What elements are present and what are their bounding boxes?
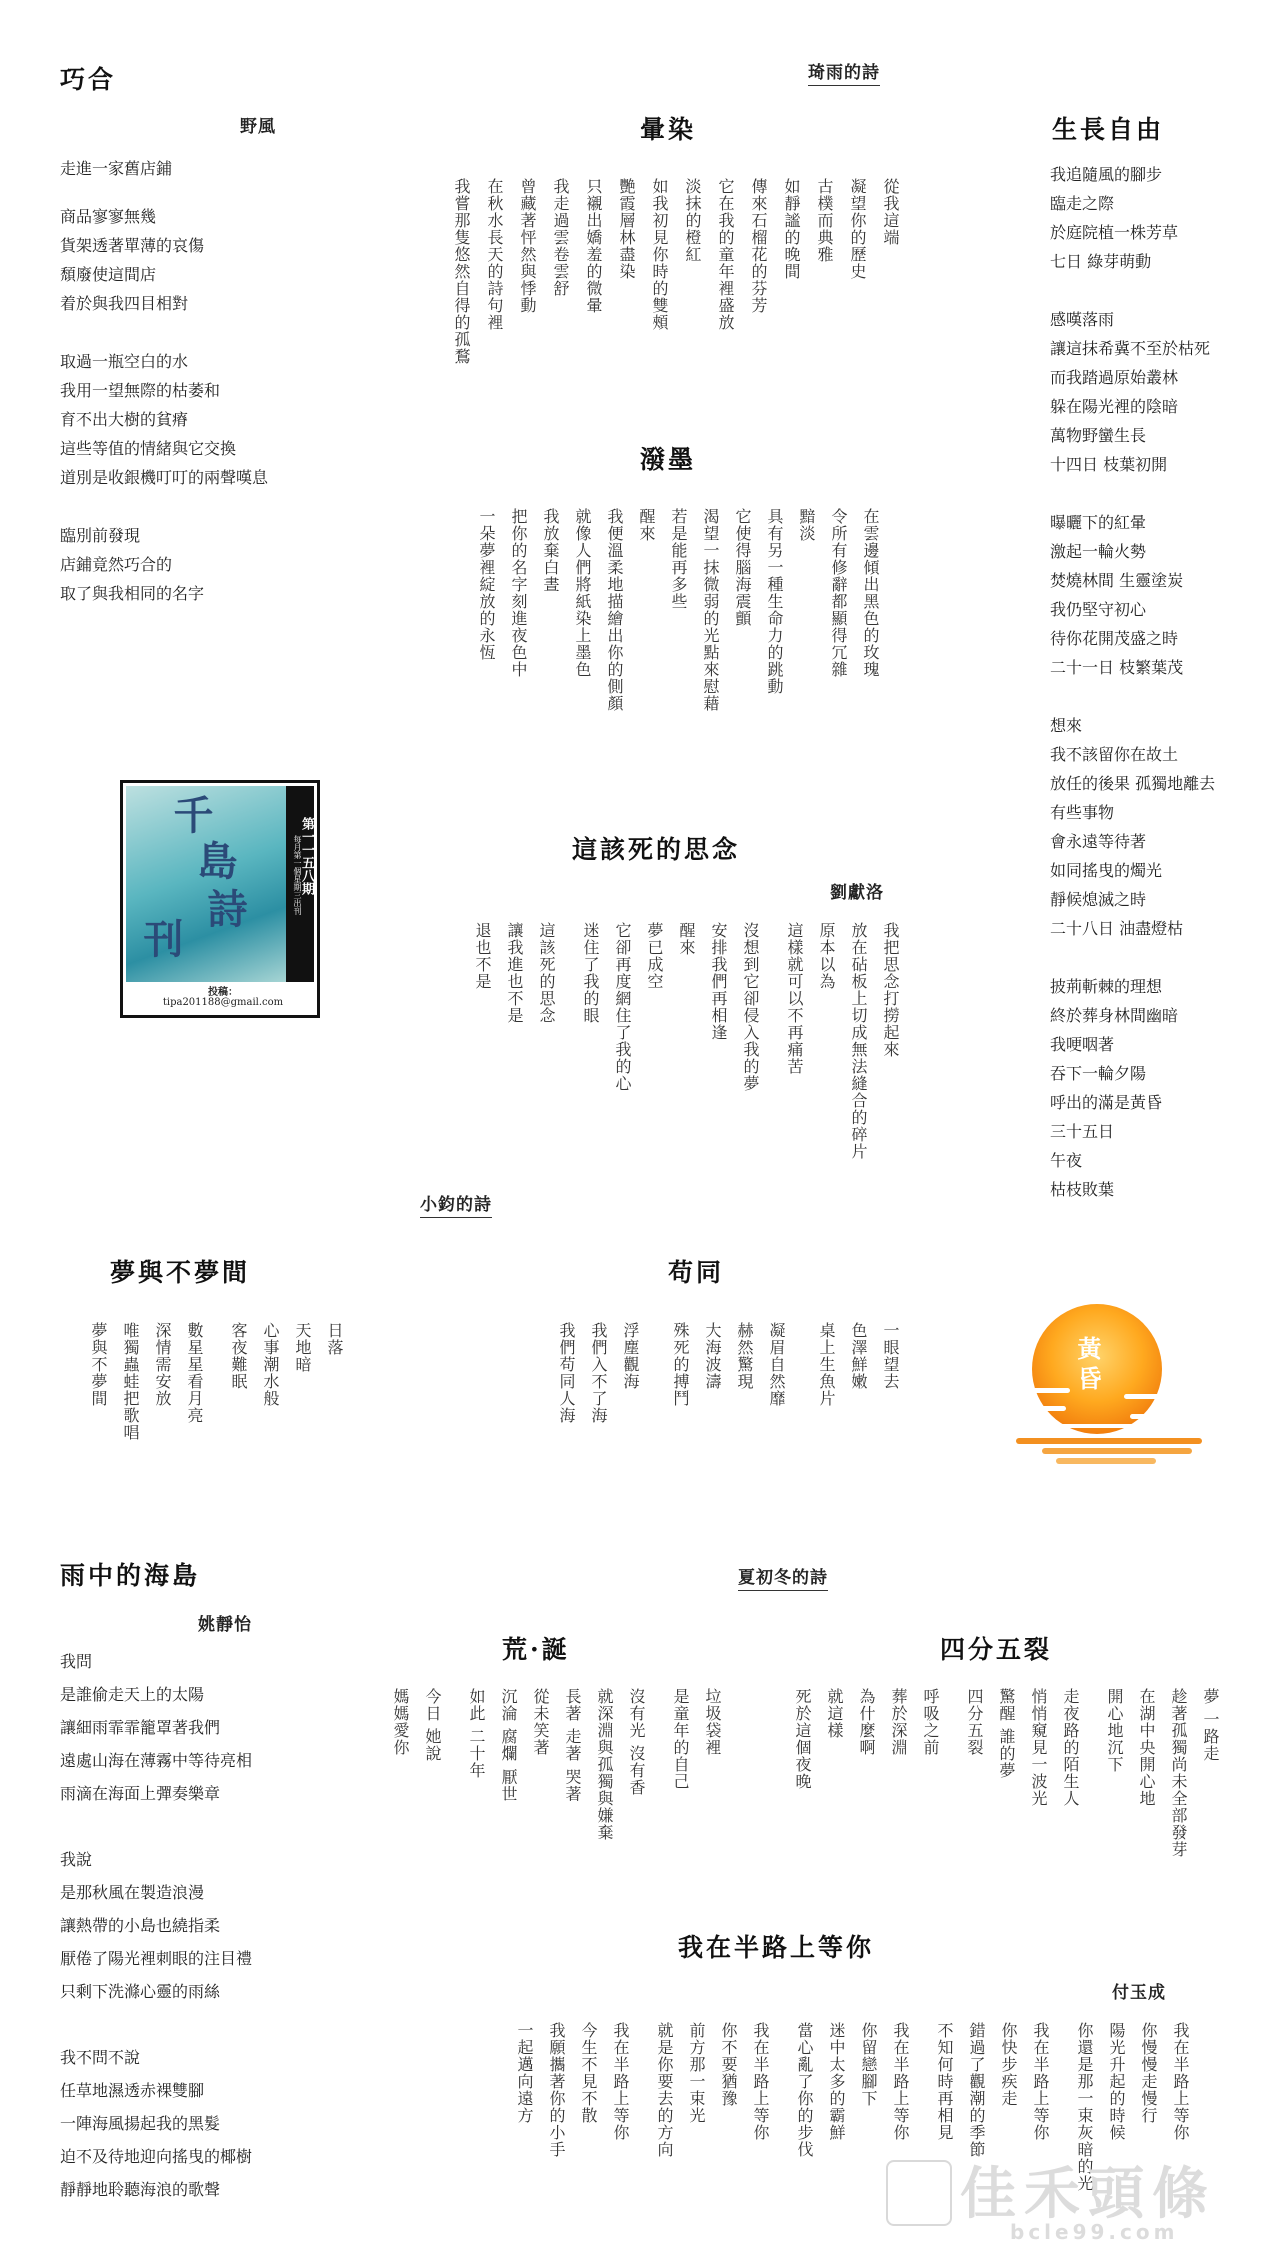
poem-line: 如我初見你時的雙頰 <box>650 178 669 331</box>
poem-body-together <box>510 1322 900 1424</box>
poem-line: 我們苟同人海 <box>557 1322 576 1424</box>
poem-line: 天地暗 <box>293 1322 312 1373</box>
cover-title-char: 詩 <box>201 888 248 928</box>
poem-line: 葬於深淵 <box>889 1688 908 1756</box>
poem-line: 垃圾袋裡 <box>703 1688 722 1756</box>
poem-line: 臨走之際 <box>1050 194 1115 213</box>
poem-line: 若是能再多些 <box>669 508 688 610</box>
stanza-gap <box>60 492 268 521</box>
poem-line: 激起一輪火勢 <box>1050 542 1147 561</box>
poem-title-growth-freedom: 生長自由 <box>1052 115 1165 144</box>
poem-line: 你慢慢走慢行 <box>1139 2022 1158 2124</box>
poem-line: 靜靜地聆聽海浪的歌聲 <box>60 2180 221 2199</box>
poem-line: 七日 綠芽萌動 <box>1050 252 1152 271</box>
poem-line: 二十一日 枝繁葉茂 <box>1050 658 1184 677</box>
poem-line: 這些等值的情緒與它交換 <box>60 439 237 458</box>
poem-line: 錯過了觀潮的季節 <box>967 2022 986 2158</box>
poem-body-dyeing <box>446 178 900 365</box>
poem-line: 午夜 <box>1050 1151 1083 1170</box>
cover-title-char: 千 <box>167 794 214 834</box>
poem-line: 悄悄窺見一波光 <box>1029 1688 1048 1807</box>
poem-line: 原本以為 <box>817 922 836 990</box>
poem-body-growth-freedom <box>1050 160 1215 1204</box>
watermark-url: bcle99.com <box>1010 2220 1179 2244</box>
poem-line: 日落 <box>325 1322 344 1356</box>
stanza-gap <box>1050 276 1215 305</box>
poem-line: 從我這端 <box>881 178 900 246</box>
poem-author-damned-longing: 劉獻洛 <box>830 883 884 903</box>
poem-line: 在湖中央開心地 <box>1137 1688 1156 1807</box>
poem-title-fall-apart: 四分五裂 <box>940 1635 1053 1664</box>
poem-line: 驚醒 誰的夢 <box>997 1688 1016 1780</box>
poem-line: 靜候熄滅之時 <box>1050 890 1147 909</box>
poem-line: 一朵夢裡綻放的永恆 <box>477 508 496 661</box>
poem-line: 三十五日 <box>1050 1122 1115 1141</box>
poem-line: 終於葬身林間幽暗 <box>1050 1006 1179 1025</box>
poem-line: 躲在陽光裡的陰暗 <box>1050 397 1179 416</box>
poem-line: 讓我進也不是 <box>505 922 524 1024</box>
poem-line: 待你花開茂盛之時 <box>1050 629 1179 648</box>
poem-line: 我仍堅守初心 <box>1050 600 1147 619</box>
poem-line: 吞下一輪夕陽 <box>1050 1064 1147 1083</box>
poem-line: 浮塵觀海 <box>621 1322 640 1390</box>
sun-caption: 黃昏 <box>1073 1336 1102 1396</box>
poem-line: 凝望你的歷史 <box>848 178 867 280</box>
poem-line: 殊死的搏鬥 <box>671 1322 690 1407</box>
poem-line: 客夜難眠 <box>229 1322 248 1390</box>
poem-line: 我不問不說 <box>60 2048 141 2067</box>
poem-line: 枯枝敗葉 <box>1050 1180 1115 1199</box>
poem-title-waiting-halfway: 我在半路上等你 <box>678 1933 875 1962</box>
poem-line: 萬物野蠻生長 <box>1050 426 1147 445</box>
sun-stripe <box>1026 1388 1070 1393</box>
poem-line: 你留戀腳下 <box>859 2022 878 2107</box>
poem-line: 迷中太多的霸鮮 <box>827 2022 846 2141</box>
poem-line: 退也不是 <box>473 922 492 990</box>
poem-line: 沒有光 沒有香 <box>627 1688 646 1797</box>
poem-line: 是童年的自己 <box>671 1688 690 1790</box>
cover-artwork <box>126 786 290 982</box>
poem-line: 在秋水長天的詩句裡 <box>485 178 504 331</box>
poem-line: 數星星看月亮 <box>185 1322 204 1424</box>
series-label-qiyu: 琦雨的詩 <box>808 58 880 86</box>
poem-line: 夢 一路走 <box>1201 1688 1220 1763</box>
poem-line: 曾藏著怦然與悸動 <box>518 178 537 314</box>
poem-title-damned-longing: 這該死的思念 <box>572 835 741 864</box>
poem-body-dream-between <box>54 1322 344 1441</box>
poem-line: 桌上生魚片 <box>817 1322 836 1407</box>
sun-reflection <box>1056 1458 1156 1464</box>
poem-line: 如此 二十年 <box>467 1688 486 1780</box>
poem-line: 赫然驚現 <box>735 1322 754 1390</box>
poem-line: 會永遠等待著 <box>1050 832 1147 851</box>
poem-line: 我在半路上等你 <box>1171 2022 1190 2141</box>
poem-line: 厭倦了陽光裡刺眼的注目禮 <box>60 1949 253 1968</box>
poem-line: 它使得腦海震顫 <box>733 508 752 627</box>
poem-line: 從未笑著 <box>531 1688 550 1756</box>
cover-title-char: 刊 <box>137 918 184 958</box>
poem-author-waiting-halfway: 付玉成 <box>1112 1983 1166 2003</box>
poem-line: 雨滴在海面上彈奏樂章 <box>60 1784 221 1803</box>
poem-line: 我在半路上等你 <box>611 2022 630 2141</box>
cover-submit-label: 投稿： <box>208 987 238 998</box>
poem-line: 傳來石榴花的芬芳 <box>749 178 768 314</box>
poem-body-fall-apart <box>790 1688 1220 1858</box>
sun-stripe <box>1130 1414 1168 1419</box>
poem-line: 就這樣 <box>825 1688 844 1739</box>
poem-line: 迷住了我的眼 <box>581 922 600 1024</box>
poem-line: 醒來 <box>637 508 656 542</box>
poem-line: 臨別前發現 <box>60 526 141 545</box>
poem-line: 它卻再度網住了我的心 <box>613 922 632 1092</box>
poem-line: 媽媽愛你 <box>391 1688 410 1756</box>
poem-line: 着於與我四目相對 <box>60 294 189 313</box>
poem-line: 是那秋風在製造浪漫 <box>60 1883 205 1902</box>
poem-line: 令所有修辭都顯得冗雜 <box>829 508 848 678</box>
stanza-gap <box>1050 943 1215 972</box>
poem-line: 感嘆落雨 <box>1050 310 1115 329</box>
sun-stripe <box>1030 1406 1066 1411</box>
poem-line: 只剩下洗滌心靈的雨絲 <box>60 1982 221 2001</box>
poem-line: 店鋪竟然巧合的 <box>60 555 173 574</box>
poem-body-wasteland-birth <box>372 1688 722 1841</box>
poem-body-damned-longing <box>460 922 900 1160</box>
watermark-text: 佳禾頭條 <box>960 2162 1216 2227</box>
poem-body-rain-island <box>60 1645 252 2206</box>
poem-line: 遠處山海在薄霧中等待亮相 <box>60 1751 253 1770</box>
poem-line: 安排我們再相逢 <box>709 922 728 1041</box>
poem-line: 讓細雨霏霏籠罩著我們 <box>60 1718 221 1737</box>
poem-line: 如同搖曳的燭光 <box>1050 861 1163 880</box>
poem-line: 二十八日 油盡燈枯 <box>1050 919 1184 938</box>
poem-line: 如靜謐的晚間 <box>782 178 801 280</box>
poem-line: 任草地濕透赤裸雙腳 <box>60 2081 205 2100</box>
poem-line: 頹廢使這間店 <box>60 265 157 284</box>
stanza-gap <box>1050 479 1215 508</box>
poem-line: 四分五裂 <box>965 1688 984 1756</box>
poem-line: 長著 走著 哭著 <box>563 1688 582 1803</box>
poem-line: 我們入不了海 <box>589 1322 608 1424</box>
poem-title-splash-ink: 潑墨 <box>640 445 697 474</box>
poem-line: 十四日 枝葉初開 <box>1050 455 1168 474</box>
poem-line: 呼出的滿是黃昏 <box>1050 1093 1163 1112</box>
poem-line: 你快步疾走 <box>999 2022 1018 2107</box>
sun-stripe <box>1036 1424 1160 1428</box>
sun-reflection <box>1042 1448 1192 1454</box>
poem-line: 走進一家舊店鋪 <box>60 159 173 178</box>
poem-line: 陽光升起的時候 <box>1107 2022 1126 2141</box>
poem-line: 一眼望去 <box>881 1322 900 1390</box>
poem-line: 走夜路的陌生人 <box>1061 1688 1080 1807</box>
poem-line: 一陣海風揚起我的黑髮 <box>60 2114 221 2133</box>
poem-title-dyeing: 暈染 <box>640 115 697 144</box>
poem-line: 淡抹的橙紅 <box>683 178 702 263</box>
poem-line: 渴望一抹微弱的光點來慰藉 <box>701 508 720 712</box>
poem-line: 我問 <box>60 1652 93 1671</box>
poem-line: 一起邁向遠方 <box>515 2022 534 2124</box>
poem-line: 不知何時再相見 <box>935 2022 954 2141</box>
poem-line: 今生不見不散 <box>579 2022 598 2124</box>
poem-line: 我便溫柔地描繪出你的側顏 <box>605 508 624 712</box>
poem-line: 就是你要去的方向 <box>655 2022 674 2158</box>
poem-line: 商品寥寥無幾 <box>60 207 157 226</box>
poem-line: 趁著孤獨尚未全部發芽 <box>1169 1688 1188 1858</box>
cover-title-char: 島 <box>191 840 238 880</box>
sun-stripe <box>1124 1394 1170 1399</box>
poem-line: 我放棄白晝 <box>541 508 560 593</box>
poem-body-splash-ink <box>477 508 880 712</box>
poem-author-rain-island: 姚靜怡 <box>198 1615 252 1635</box>
poem-line: 今日 她說 <box>423 1688 442 1763</box>
poem-line: 就深淵與孤獨與嫌棄 <box>595 1688 614 1841</box>
poem-line: 黯淡 <box>797 508 816 542</box>
poem-line: 當心亂了你的步伐 <box>795 2022 814 2158</box>
cover-issue: 第一一五八期 <box>299 817 314 895</box>
poem-line: 我在半路上等你 <box>891 2022 910 2141</box>
cover-email: tipa201188@gmail.com <box>162 997 284 1008</box>
stanza-gap <box>60 2008 252 2041</box>
poem-line: 我說 <box>60 1850 93 1869</box>
poem-line: 醒來 <box>677 922 696 956</box>
poem-line: 道別是收銀機叮叮的兩聲嘆息 <box>60 468 269 487</box>
poem-line: 我嘗那隻悠然自得的孤鶩 <box>452 178 471 365</box>
poem-line: 你不要猶豫 <box>719 2022 738 2107</box>
poem-title-coincidence: 巧合 <box>60 65 117 94</box>
series-label-xiaojun: 小鈞的詩 <box>420 1190 492 1218</box>
poem-title-rain-island: 雨中的海島 <box>60 1561 201 1590</box>
poem-line: 沒想到它卻侵入我的夢 <box>741 922 760 1092</box>
poem-line: 就像人們將紙染上墨色 <box>573 508 592 678</box>
poem-line: 曝曬下的紅暈 <box>1050 513 1147 532</box>
poem-line: 為什麼啊 <box>857 1688 876 1756</box>
poem-line: 取過一瓶空白的水 <box>60 352 189 371</box>
poem-body-coincidence <box>60 154 268 608</box>
stanza-gap <box>60 1810 252 1843</box>
poem-title-dream-between: 夢與不夢間 <box>110 1258 251 1287</box>
poem-line: 色澤鮮嫩 <box>849 1322 868 1390</box>
poem-line: 艷霞層林盡染 <box>617 178 636 280</box>
poem-line: 夢與不夢間 <box>89 1322 108 1407</box>
poem-author-coincidence: 野風 <box>240 117 276 137</box>
watermark-logo <box>886 2160 952 2226</box>
poem-line: 放任的後果 孤獨地離去 <box>1050 774 1216 793</box>
poem-line: 取了與我相同的名字 <box>60 584 205 603</box>
series-label-xiachudong: 夏初冬的詩 <box>738 1563 828 1591</box>
poem-line: 這樣就可以不再痛苦 <box>785 922 804 1075</box>
poem-line: 我願攜著你的小手 <box>547 2022 566 2158</box>
poem-line: 有些事物 <box>1050 803 1115 822</box>
poem-line: 我在半路上等你 <box>751 2022 770 2141</box>
poem-line: 是誰偷走天上的太陽 <box>60 1685 205 1704</box>
poem-line: 焚燒林間 生靈塗炭 <box>1050 571 1184 590</box>
poem-line: 我不該留你在故土 <box>1050 745 1179 764</box>
stanza-gap <box>1050 682 1215 711</box>
cover-issue-note: 每月第一個星期三出刊 <box>293 835 302 915</box>
poem-line: 你還是那一束灰暗的光 <box>1075 2022 1094 2192</box>
poem-line: 我走過雲卷雲舒 <box>551 178 570 297</box>
poem-line: 讓熱帶的小島也繞指柔 <box>60 1916 221 1935</box>
poem-line: 大海波濤 <box>703 1322 722 1390</box>
poem-line: 而我踏過原始叢林 <box>1050 368 1179 387</box>
poem-line: 在雲邊傾出黑色的玫瑰 <box>861 508 880 678</box>
sun-reflection <box>1016 1438 1202 1444</box>
poem-line: 具有另一種生命力的跳動 <box>765 508 784 695</box>
poem-line: 迫不及待地迎向搖曳的椰樹 <box>60 2147 253 2166</box>
poem-line: 我哽咽著 <box>1050 1035 1115 1054</box>
poem-title-together: 苟同 <box>668 1258 725 1287</box>
poem-line: 唯獨蟲蛙把歌唱 <box>121 1322 140 1441</box>
poem-line: 我追隨風的腳步 <box>1050 165 1163 184</box>
magazine-cover <box>120 780 320 1018</box>
poem-line: 育不出大樹的貧瘠 <box>60 410 189 429</box>
poem-line: 我把思念打撈起來 <box>881 922 900 1058</box>
poem-line: 讓這抹希冀不至於枯死 <box>1050 339 1211 358</box>
poem-title-wasteland-birth: 荒·誕 <box>502 1635 570 1664</box>
poem-line: 呼吸之前 <box>921 1688 940 1756</box>
poem-line: 前方那一束光 <box>687 2022 706 2124</box>
poem-line: 把你的名字刻進夜色中 <box>509 508 528 678</box>
poem-line: 心事潮水般 <box>261 1322 280 1407</box>
poem-line: 於庭院植一株芳草 <box>1050 223 1179 242</box>
poem-line: 只襯出嬌羞的微暈 <box>584 178 603 314</box>
poem-line: 放在砧板上切成無法縫合的碎片 <box>849 922 868 1160</box>
sunset-image <box>1012 1296 1212 1474</box>
poem-line: 貨架透著單薄的哀傷 <box>60 236 205 255</box>
poem-line: 它在我的童年裡盛放 <box>716 178 735 331</box>
poem-line: 古樸而典雅 <box>815 178 834 263</box>
poem-line: 想來 <box>1050 716 1083 735</box>
poem-line: 我用一望無際的枯萎和 <box>60 381 221 400</box>
poem-line: 深情需安放 <box>153 1322 172 1407</box>
poem-line: 凝眉自然靡 <box>767 1322 786 1407</box>
poem-line: 夢已成空 <box>645 922 664 990</box>
poem-line: 這該死的思念 <box>537 922 556 1024</box>
poem-line: 開心地沉下 <box>1105 1688 1124 1773</box>
poem-line: 披荊斬棘的理想 <box>1050 977 1163 996</box>
poem-line: 我在半路上等你 <box>1031 2022 1050 2141</box>
stanza-gap <box>60 318 268 347</box>
poem-line: 死於這個夜晚 <box>793 1688 812 1790</box>
poem-line: 沉淪 腐爛 厭世 <box>499 1688 518 1803</box>
